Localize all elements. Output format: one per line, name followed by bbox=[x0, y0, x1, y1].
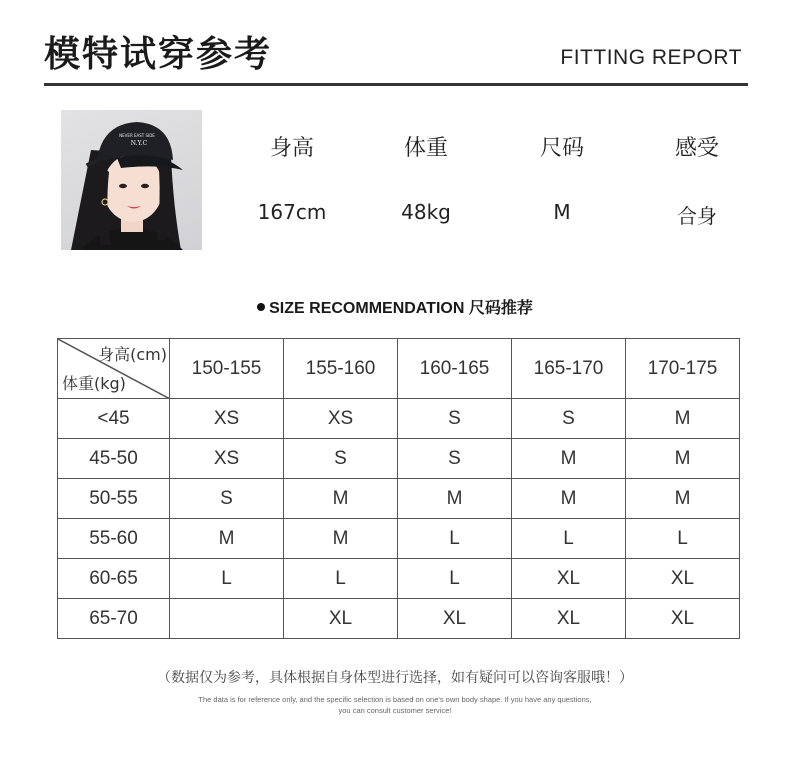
stat-label: 体重 bbox=[403, 136, 448, 161]
heading-cn: 尺码推荐 bbox=[468, 298, 533, 317]
size-cell: S bbox=[170, 479, 284, 519]
size-cell: XL bbox=[512, 599, 626, 639]
stat-weight bbox=[356, 132, 496, 224]
corner-weight-label: 体重(kg) bbox=[62, 374, 126, 393]
size-cell: L bbox=[284, 559, 398, 599]
size-cell: XL bbox=[398, 599, 512, 639]
table-header-row bbox=[58, 339, 740, 399]
size-cell: XL bbox=[626, 599, 740, 639]
size-cell: L bbox=[398, 559, 512, 599]
size-cell: L bbox=[398, 519, 512, 559]
size-cell: L bbox=[626, 519, 740, 559]
size-chart-table bbox=[57, 338, 740, 639]
page-subtitle: FITTING REPORT bbox=[560, 46, 742, 69]
disclaimer-cn: （数据仅为参考，具体根据自身体型进行选择，如有疑问可以咨询客服哦！） bbox=[157, 670, 633, 686]
model-stats bbox=[222, 132, 752, 232]
table-corner-cell bbox=[58, 339, 170, 399]
size-cell: M bbox=[512, 479, 626, 519]
size-cell: XL bbox=[512, 559, 626, 599]
size-cell: XL bbox=[626, 559, 740, 599]
stat-label: 尺码 bbox=[539, 136, 584, 161]
weight-cell: 65-70 bbox=[58, 599, 170, 639]
stat-value: 167cm bbox=[257, 200, 327, 224]
table-row bbox=[58, 479, 740, 519]
size-cell: S bbox=[398, 399, 512, 439]
stat-label: 身高 bbox=[269, 136, 314, 161]
size-cell: XS bbox=[170, 399, 284, 439]
table-row bbox=[58, 399, 740, 439]
weight-cell: 50-55 bbox=[58, 479, 170, 519]
heading-en: SIZE RECOMMENDATION bbox=[269, 300, 465, 317]
bullet-dot bbox=[257, 303, 265, 311]
size-cell: M bbox=[626, 399, 740, 439]
size-cell: L bbox=[512, 519, 626, 559]
cap-text-line1: NEVER EAST SIDE bbox=[119, 133, 155, 138]
page-title: 模特试穿参考 bbox=[44, 34, 273, 75]
weight-cell: 55-60 bbox=[58, 519, 170, 559]
size-cell: S bbox=[284, 439, 398, 479]
stat-height bbox=[222, 132, 362, 224]
height-header: 165-170 bbox=[512, 339, 626, 399]
size-cell: XS bbox=[170, 439, 284, 479]
weight-cell: 60-65 bbox=[58, 559, 170, 599]
height-header: 160-165 bbox=[398, 339, 512, 399]
size-cell: M bbox=[398, 479, 512, 519]
stat-value: M bbox=[553, 200, 571, 224]
size-cell: XS bbox=[284, 399, 398, 439]
disclaimer-en-line2: you can consult customer service! bbox=[338, 706, 452, 715]
table-row bbox=[58, 519, 740, 559]
stat-value: 48kg bbox=[401, 200, 451, 224]
size-cell: XL bbox=[284, 599, 398, 639]
weight-cell: <45 bbox=[58, 399, 170, 439]
disclaimer-en bbox=[0, 694, 790, 716]
height-header: 155-160 bbox=[284, 339, 398, 399]
size-cell: M bbox=[284, 479, 398, 519]
size-cell: S bbox=[398, 439, 512, 479]
size-cell: L bbox=[170, 559, 284, 599]
size-cell: M bbox=[512, 439, 626, 479]
cap-text-line2: N.Y.C bbox=[130, 140, 148, 147]
stat-label: 感受 bbox=[674, 136, 719, 161]
stat-size bbox=[492, 132, 632, 224]
height-header: 150-155 bbox=[170, 339, 284, 399]
corner-height-label: 身高(cm) bbox=[98, 345, 167, 364]
size-cell: M bbox=[626, 439, 740, 479]
header-divider bbox=[44, 83, 748, 86]
size-cell: S bbox=[512, 399, 626, 439]
weight-cell: 45-50 bbox=[58, 439, 170, 479]
model-photo bbox=[61, 110, 202, 250]
stat-feeling bbox=[627, 132, 767, 229]
size-cell: M bbox=[626, 479, 740, 519]
table-row bbox=[58, 599, 740, 639]
size-cell: M bbox=[170, 519, 284, 559]
size-recommendation-heading bbox=[0, 295, 790, 318]
height-header: 170-175 bbox=[626, 339, 740, 399]
table-row bbox=[58, 559, 740, 599]
size-cell bbox=[170, 599, 284, 639]
table-row bbox=[58, 439, 740, 479]
size-cell: M bbox=[284, 519, 398, 559]
stat-value: 合身 bbox=[677, 204, 717, 228]
disclaimer-en-line1: The data is for reference only, and the specific selection is based on one's own body shape. If you have any questions, bbox=[198, 695, 592, 704]
